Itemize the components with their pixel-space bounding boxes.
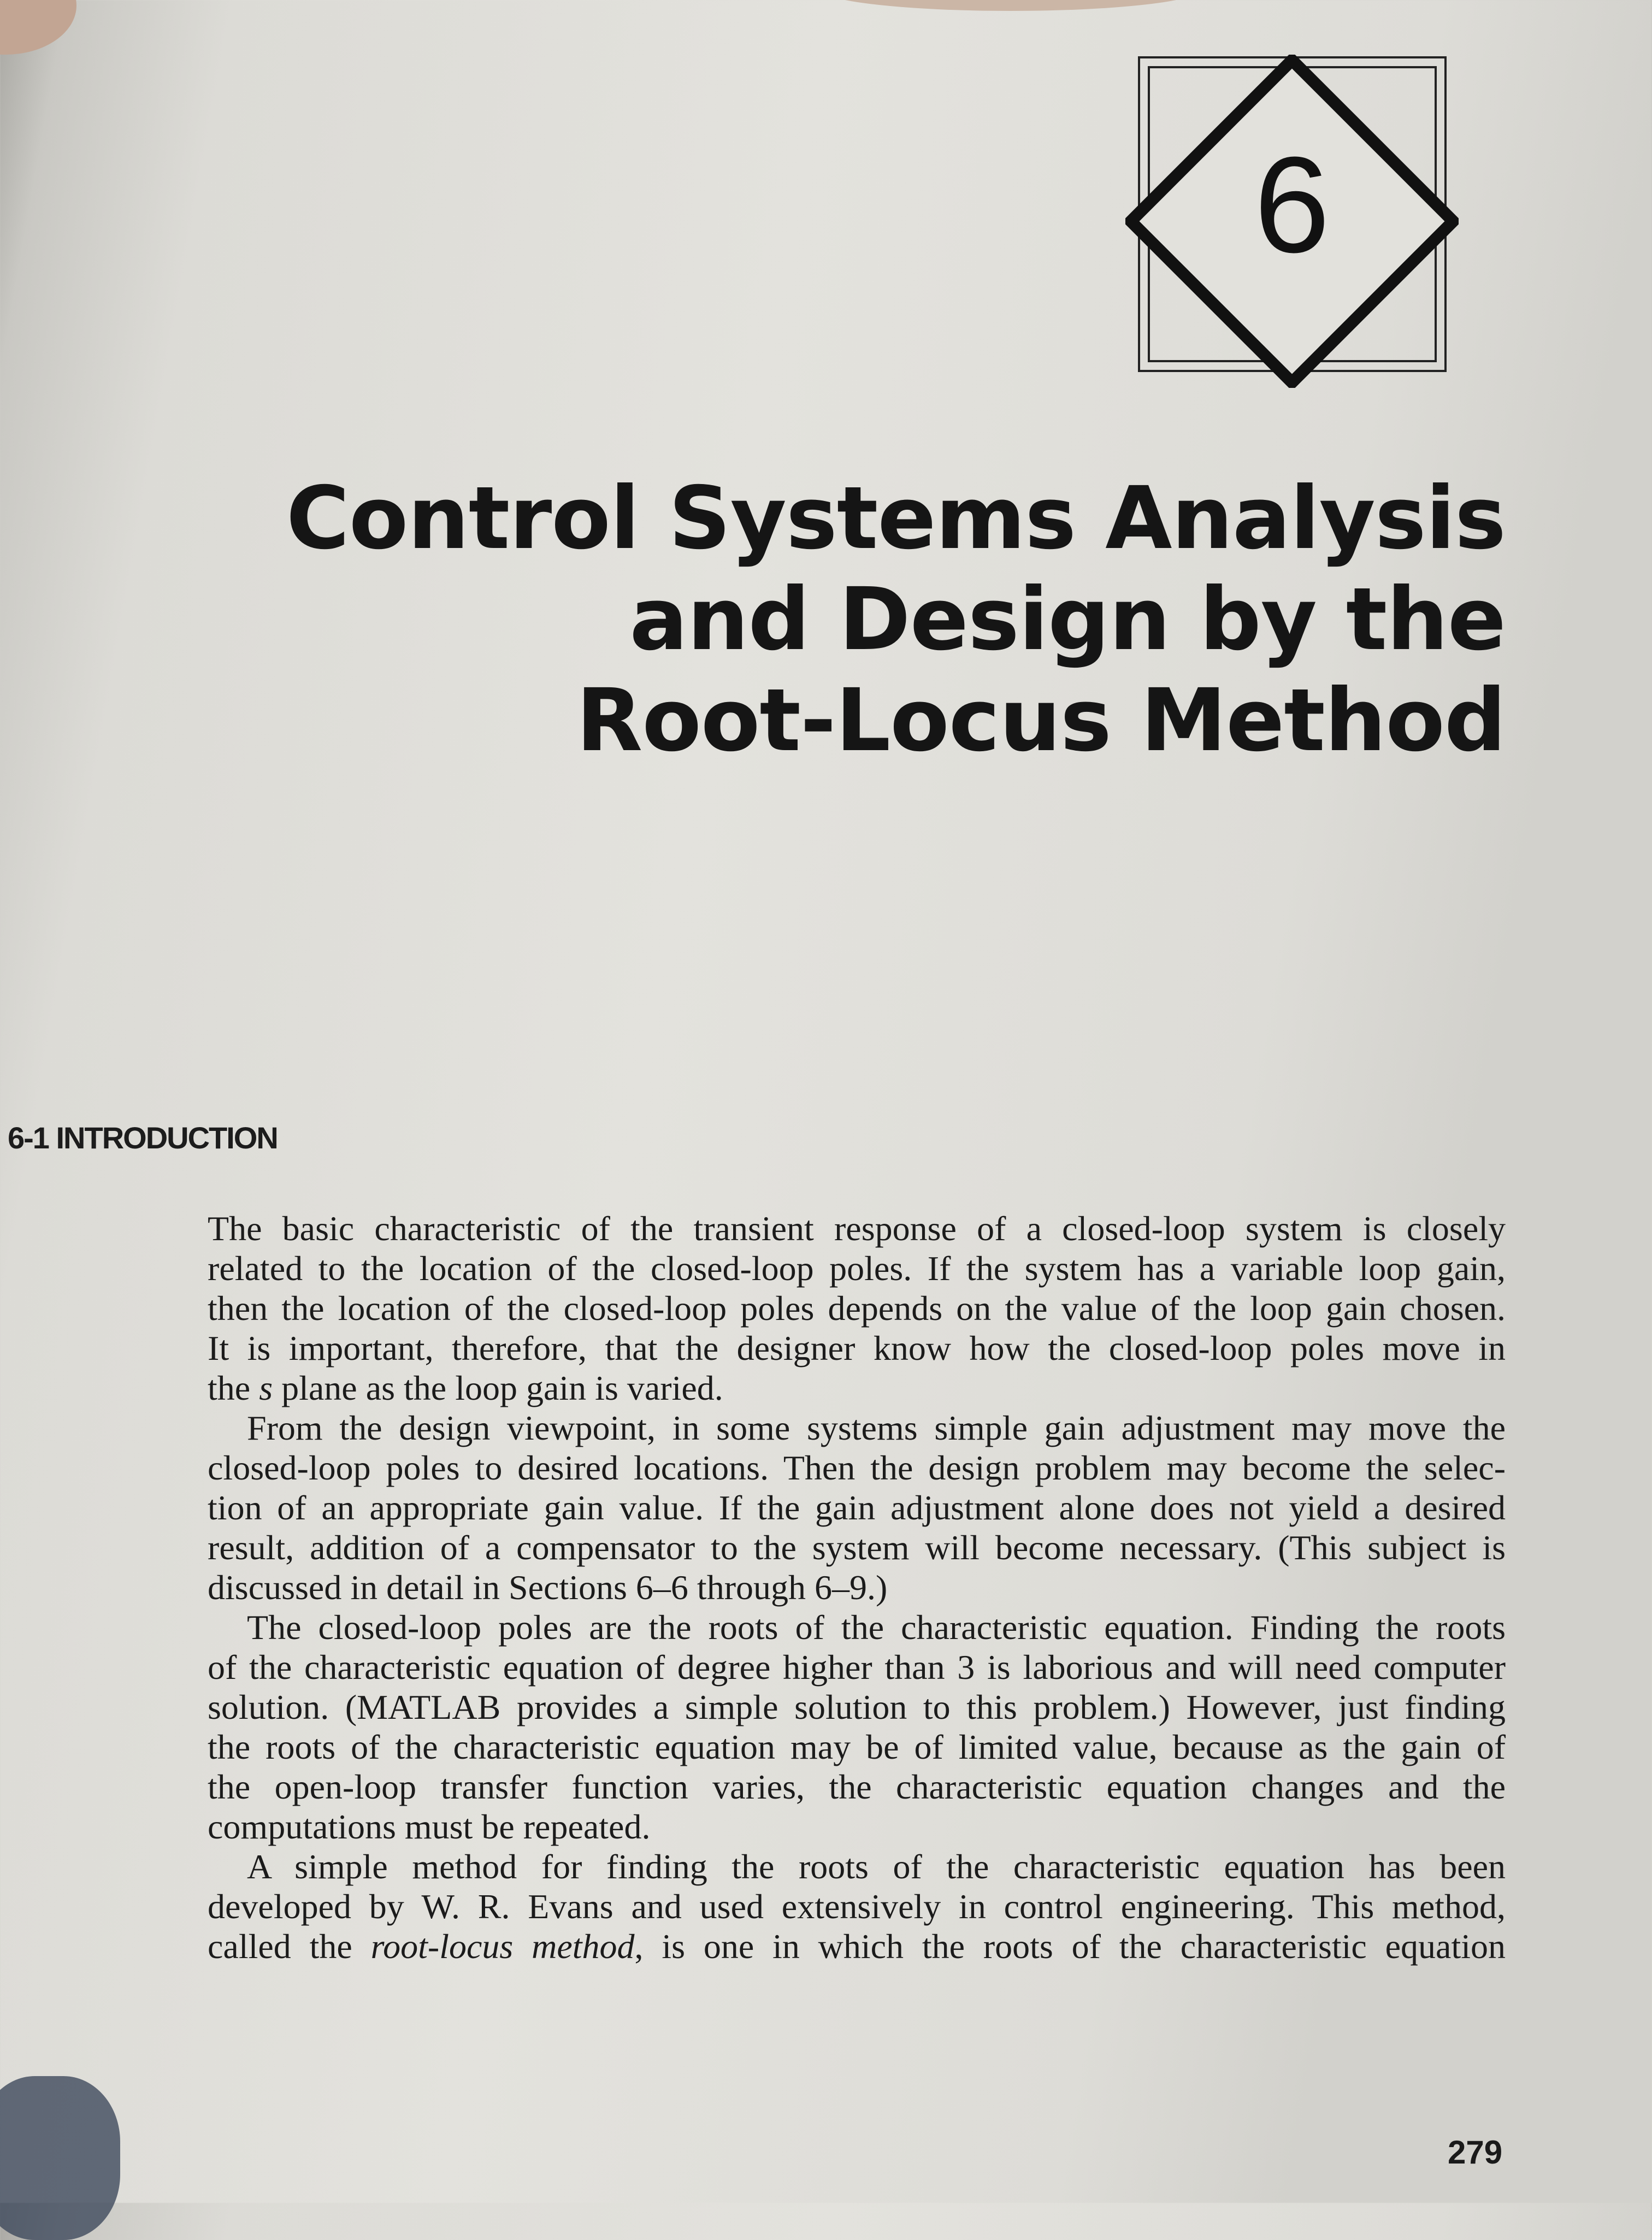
text-segment: the — [208, 1369, 259, 1407]
chapter-title-line-2: and Design by the — [629, 569, 1506, 670]
section-heading: 6-1 INTRODUCTION — [8, 1121, 278, 1155]
chapter-number: 6 — [1254, 128, 1330, 281]
text-line — [208, 1847, 1506, 1887]
text-line — [208, 1887, 1506, 1926]
text-line — [208, 1727, 1506, 1767]
text-line — [208, 1567, 1506, 1607]
italic-text: root-locus method — [370, 1927, 635, 1966]
text-segment: related to the location of the closed-loop poles. If the system has a variable loop gain, — [208, 1249, 1506, 1288]
text-line — [208, 1209, 1506, 1248]
text-line — [208, 1488, 1506, 1528]
text-segment: discussed in detail in Sections 6–6 through 6–9.) — [208, 1568, 888, 1607]
finger-holding-page — [0, 0, 76, 55]
text-segment: result, addition of a compensator to the system will become necessary. (This subject is — [208, 1528, 1506, 1567]
text-segment: From the design viewpoint, in some systems simple gain adjustment may move the — [247, 1408, 1506, 1447]
body-text — [208, 1209, 1506, 1966]
text-line — [208, 1687, 1506, 1727]
text-line — [208, 1647, 1506, 1687]
text-line — [208, 1248, 1506, 1288]
chapter-title-line-1: Control Systems Analysis — [286, 468, 1506, 569]
page-number: 279 — [1448, 2134, 1503, 2171]
text-segment: A simple method for finding the roots of the characteristic equation has been — [247, 1847, 1506, 1886]
text-line — [208, 1607, 1506, 1647]
text-segment: the roots of the characteristic equation may be of limited value, because as the gain of — [208, 1728, 1506, 1766]
text-segment: the open-loop transfer function varies, the characteristic equation changes and the — [208, 1767, 1506, 1806]
text-line — [208, 1408, 1506, 1448]
text-line — [208, 1807, 1506, 1847]
text-segment: solution. (MATLAB provides a simple solution to this problem.) However, just finding — [208, 1688, 1506, 1726]
finger-holding-page-top — [819, 0, 1202, 11]
text-line — [208, 1368, 1506, 1408]
text-line — [208, 1926, 1506, 1966]
text-segment: developed by W. R. Evans and used extensively in control engineering. This method, — [208, 1887, 1506, 1926]
text-segment: computations must be repeated. — [208, 1807, 651, 1846]
text-segment: plane as the loop gain is varied. — [273, 1369, 723, 1407]
text-segment: then the location of the closed-loop poles depends on the value of the loop gain chosen. — [208, 1289, 1506, 1328]
text-line — [208, 1288, 1506, 1328]
text-segment: of the characteristic equation of degree higher than 3 is laborious and will need computer — [208, 1648, 1506, 1687]
text-segment: called the — [208, 1927, 371, 1966]
italic-text: s — [259, 1369, 273, 1407]
text-segment: tion of an appropriate gain value. If the gain adjustment alone does not yield a desired — [208, 1488, 1506, 1527]
text-line — [208, 1448, 1506, 1488]
text-line — [208, 1328, 1506, 1368]
text-segment: It is important, therefore, that the designer know how the closed-loop poles move in — [208, 1329, 1506, 1367]
text-segment: , is one in which the roots of the characteristic equation — [634, 1927, 1506, 1966]
chapter-title-line-3: Root-Locus Method — [576, 670, 1506, 771]
text-segment: The basic characteristic of the transient response of a closed-loop system is closely — [208, 1209, 1506, 1248]
background-cloth — [0, 2076, 120, 2240]
text-segment: The closed-loop poles are the roots of the characteristic equation. Finding the roots — [247, 1608, 1506, 1647]
text-line — [208, 1767, 1506, 1807]
text-segment: closed-loop poles to desired locations. Then the design problem may become the selec- — [208, 1448, 1506, 1487]
text-line — [208, 1528, 1506, 1567]
